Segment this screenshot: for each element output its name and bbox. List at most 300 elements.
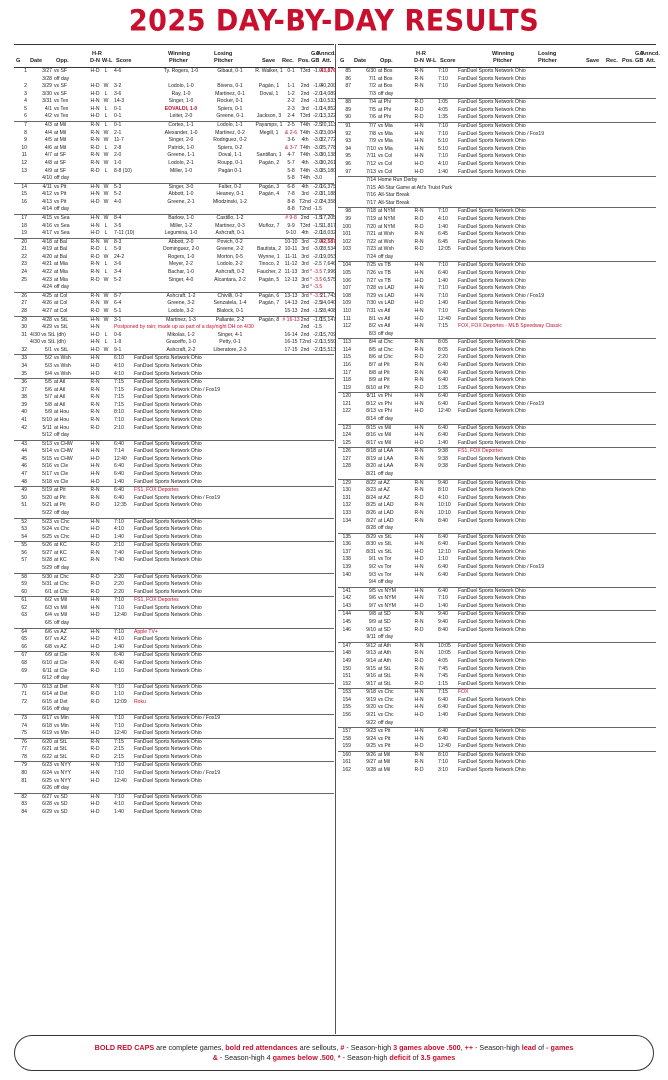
home-road-day-night: R-N [414, 369, 424, 376]
game-number: 19 [21, 230, 27, 237]
opponent: at SD [378, 619, 391, 626]
opponent: at StL [54, 746, 68, 753]
opponent: at KC [54, 557, 67, 564]
broadcast-network: Apple TV+ [134, 628, 158, 635]
home-road-day-night: R-D [414, 384, 424, 391]
score-or-time: 4:10 [114, 801, 124, 808]
header-score: Score [116, 58, 132, 64]
score-or-time: 6:40 [438, 400, 448, 407]
opponent: vs Chc [378, 711, 394, 718]
home-road-day-night: H-N [90, 597, 100, 604]
home-road-day-night: H-N [414, 393, 424, 400]
game-date: 4/20 [42, 253, 52, 260]
opponent: at Ath [378, 657, 392, 664]
table-row [14, 354, 334, 363]
game-number: 88 [345, 99, 351, 106]
win-loss: L [104, 105, 108, 112]
game-number: 3 [24, 90, 27, 97]
game-date: 9/5 [368, 587, 376, 594]
game-date: 7/18 [366, 208, 376, 215]
legend-text: , [460, 1043, 465, 1052]
opponent: off day [54, 175, 70, 182]
opponent: at Bal [54, 253, 68, 260]
game-number: 157 [342, 728, 351, 735]
home-road-day-night: H-N [414, 696, 424, 703]
game-date: 6/9 [44, 652, 52, 659]
game-date: 6/27 [42, 793, 52, 800]
score-or-time: 7:10 [438, 153, 448, 160]
score-or-time: 5-2 [114, 191, 122, 198]
attendance: 15,709 [320, 331, 336, 338]
broadcast-network: FanDuel Sports Network Ohio [134, 533, 202, 540]
home-road-day-night: H-D [90, 346, 100, 353]
home-road-day-night: R-D [90, 698, 100, 705]
division-position: 2nd [300, 214, 310, 221]
record: & 2-6 [284, 129, 298, 136]
home-road-day-night: R-N [90, 409, 100, 416]
game-date: 9/10 [366, 626, 376, 633]
game-number: 124 [342, 432, 351, 439]
table-row [338, 68, 656, 76]
legend-symbol-star: * [337, 1052, 341, 1062]
opponent: off day [378, 579, 394, 586]
win-loss: W [103, 300, 109, 307]
opponent: at LAA [378, 455, 394, 462]
game-date: 5/8 [44, 401, 52, 408]
home-road-day-night: H-N [90, 722, 100, 729]
table-row [338, 401, 656, 409]
game-number: 106 [342, 277, 351, 284]
home-road-day-night: R-D [414, 223, 424, 230]
broadcast-network: FanDuel Sports Network Ohio [134, 762, 202, 769]
broadcast-network: FanDuel Sports Network Ohio [134, 542, 202, 549]
score-or-time: 4:10 [114, 636, 124, 643]
game-number: 29 [21, 316, 27, 323]
game-number: 2 [24, 83, 27, 90]
home-road-day-night: R-N [90, 379, 100, 386]
games-back: -2.0 [313, 339, 322, 346]
broadcast-network: FanDuel Sports Network Ohio [458, 346, 526, 353]
game-number: 15 [21, 191, 27, 198]
game-date: 9/26 [366, 751, 376, 758]
opponent: vs Chc [54, 518, 70, 525]
game-date: 8/16 [366, 432, 376, 439]
opponent: vs Chc [54, 526, 70, 533]
winning-pitcher: Martinez, 1-3 [166, 316, 196, 323]
division-position: 3rd [301, 261, 309, 268]
opponent: vs Wsh [54, 362, 71, 369]
home-road-day-night: R-D [414, 494, 424, 501]
opponent: vs TB [378, 277, 391, 284]
game-number: 62 [21, 604, 27, 611]
opponent: at Hou [54, 424, 70, 431]
save-pitcher: R. Walker, 1 [255, 68, 283, 74]
score-or-time: 1:40 [114, 808, 124, 815]
game-number: 103 [342, 246, 351, 253]
home-road-day-night: H-N [414, 541, 424, 548]
game-date: 3/27 [42, 68, 52, 74]
games-back: -3.0 [313, 137, 322, 144]
table-row [338, 308, 656, 316]
winning-pitcher: Lodolo, 1-0 [168, 83, 194, 90]
score-or-time: 7:40 [114, 549, 124, 556]
game-date: 6/1 [44, 588, 52, 595]
games-back: -2.0 [313, 90, 322, 97]
table-row [338, 107, 656, 115]
game-number: 150 [342, 665, 351, 672]
opponent: off day [378, 330, 394, 337]
home-road-day-night: H-D [90, 478, 100, 485]
opponent: at SF [54, 152, 67, 159]
home-road-day-night: H-N [414, 571, 424, 578]
division-position: T3rd [299, 68, 311, 74]
opponent: vs Pit [54, 191, 67, 198]
attendance: 15,513 [320, 346, 336, 353]
game-number: 79 [21, 762, 27, 769]
home-road-day-night: H-D [90, 801, 100, 808]
score-or-time: 1:10 [438, 556, 448, 563]
opponent: vs Pit [378, 728, 391, 735]
broadcast-network: FanDuel Sports Network Ohio [134, 401, 202, 408]
broadcast-network: FanDuel Sports Network Ohio [134, 557, 202, 564]
score-or-time: 7:15 [438, 689, 448, 696]
opponent: off day [378, 90, 394, 97]
losing-pitcher: Singer, 4-1 [217, 331, 243, 338]
score-or-time: 7:10 [114, 518, 124, 525]
home-road-day-night: R-D [90, 588, 100, 595]
table-row [14, 683, 334, 692]
division-position: 3rd [301, 191, 309, 198]
win-loss: W [103, 292, 109, 299]
legend-symbol-amp: & [212, 1052, 218, 1062]
opponent: off day [54, 620, 70, 627]
table-row [14, 152, 334, 160]
table-row [14, 269, 334, 277]
score-or-time: 7:10 [438, 292, 448, 299]
table-row [338, 323, 656, 331]
score-or-time: 9:38 [438, 448, 448, 455]
opponent: at Phi [378, 114, 392, 121]
table-row [14, 541, 334, 550]
broadcast-network: FS1, FOX Deportes [458, 448, 503, 455]
game-number: 48 [21, 478, 27, 485]
attendance: 7,996 [323, 269, 336, 276]
broadcast-network: FanDuel Sports Network Ohio [458, 300, 526, 307]
game-number: 78 [21, 753, 27, 760]
opponent: vs CHW [54, 448, 73, 455]
game-date: 5/11 [42, 424, 52, 431]
game-date: 4/6 [44, 144, 52, 151]
home-road-day-night: R-N [414, 75, 424, 82]
opponent: at Mil [378, 751, 391, 758]
games-back: -2.0 [313, 183, 322, 190]
opponent: at Pit [378, 384, 390, 391]
game-date: 9/28 [366, 767, 376, 774]
header-losing: Losing [538, 51, 557, 57]
home-road-day-night: R-N [414, 673, 424, 680]
broadcast-network: FanDuel Sports Network Ohio [458, 307, 526, 314]
score-or-time: 7:10 [114, 628, 124, 635]
header-rec: Rec. [282, 58, 294, 64]
save-pitcher: Pagán, 1 [258, 83, 280, 90]
game-number: 64 [21, 628, 27, 635]
table-row [14, 121, 334, 130]
game-number: 1 [24, 68, 27, 74]
broadcast-network: FanDuel Sports Network Ohio [458, 548, 526, 555]
table-row [338, 704, 656, 712]
game-date: 4/11 [42, 183, 52, 190]
broadcast-network: FanDuel Sports Network Ohio [458, 339, 526, 346]
losing-pitcher: Falter, 0-2 [218, 183, 242, 190]
table-row [14, 230, 334, 238]
score-or-time: 7:10 [114, 762, 124, 769]
broadcast-network: FanDuel Sports Network Ohio [458, 153, 526, 160]
opponent: vs Sea [54, 214, 70, 221]
opponent: vs StL [378, 533, 393, 540]
score-or-time: 7:45 [438, 673, 448, 680]
game-number: 20 [21, 238, 27, 245]
table-row [14, 378, 334, 387]
opponent: at Atl [54, 379, 66, 386]
table-row [14, 581, 334, 589]
header-winning: Winning [492, 51, 515, 57]
table-row [338, 510, 656, 518]
opponent: vs StL [54, 316, 69, 323]
home-road-day-night: H-D [90, 90, 100, 97]
table-row [338, 463, 656, 471]
table-row [338, 408, 656, 416]
game-date: 4/2 [44, 113, 52, 120]
opponent: at SF [54, 159, 67, 166]
win-loss: L [104, 331, 108, 338]
record: 2-2 [287, 98, 295, 105]
broadcast-network: FanDuel Sports Network Ohio [134, 471, 202, 478]
game-date: 8/14 [366, 416, 376, 423]
opponent: vs Tor [378, 564, 392, 570]
home-road-day-night: R-N [414, 487, 424, 494]
table-row [14, 113, 334, 121]
score-or-time: 6:40 [438, 564, 448, 570]
score-or-time: 3:10 [438, 767, 448, 774]
broadcast-network: FanDuel Sports Network Ohio / Fox19 [458, 130, 545, 137]
opponent: at Hou [54, 409, 70, 416]
winning-pitcher: Abbott, 2-0 [168, 238, 194, 245]
opponent: vs LAD [378, 292, 395, 299]
game-number: 94 [345, 145, 351, 152]
score-or-time: 0-1 [114, 113, 122, 120]
home-road-day-night: R-D [90, 144, 100, 151]
win-loss: W [103, 191, 109, 198]
home-road-day-night: H-N [414, 735, 424, 742]
opponent: off day [378, 471, 394, 478]
game-date: 6/30 [366, 68, 376, 74]
score-or-time: 6:40 [438, 696, 448, 703]
opponent: vs Cle [54, 471, 69, 478]
score-or-time: 7:10 [114, 793, 124, 800]
opponent: vs Chc [378, 704, 394, 711]
table-row [14, 486, 334, 495]
broadcast-network: FanDuel Sports Network Ohio [458, 231, 526, 238]
opponent: vs Col [378, 168, 393, 175]
header-gb: GB [311, 58, 320, 64]
game-date: 7/6 [368, 114, 376, 121]
opponent: vs TB [378, 262, 391, 269]
save-pitcher: Pagán, 5 [258, 276, 280, 283]
opponent: at Bal [54, 246, 68, 253]
game-number: 145 [342, 619, 351, 626]
losing-pitcher: Spiers, 0-1 [217, 105, 243, 112]
table-row [338, 743, 656, 751]
opponent: at Ath [378, 650, 392, 657]
broadcast-network: FanDuel Sports Network Ohio [458, 106, 526, 113]
game-date: 4/13 [42, 198, 52, 205]
win-loss: W [103, 238, 109, 245]
results-table-right [338, 44, 660, 775]
win-loss: W [103, 183, 109, 190]
table-row [14, 471, 334, 479]
game-number: 39 [21, 401, 27, 408]
score-or-time: 7:10 [114, 417, 124, 424]
score-or-time: 6-4 [114, 300, 122, 307]
opponent: vs SF [54, 83, 68, 90]
broadcast-network: FanDuel Sports Network Ohio [134, 440, 202, 447]
broadcast-network: FanDuel Sports Network Ohio [458, 704, 526, 711]
home-road-day-night: R-N [90, 487, 100, 494]
table-row [338, 362, 656, 370]
game-number: 146 [342, 626, 351, 633]
game-number: 7 [24, 122, 27, 129]
opponent: vs Mil [378, 432, 392, 439]
table-row [14, 738, 334, 747]
game-number: 128 [342, 463, 351, 470]
header-hr: H-R [92, 51, 102, 57]
game-date: 8/23 [366, 487, 376, 494]
score-or-time: 0-6 [114, 331, 122, 338]
game-number: 148 [342, 650, 351, 657]
home-road-day-night: R-D [90, 246, 100, 253]
game-date: 8/26 [366, 509, 376, 516]
winning-pitcher: Graceffo, 1-0 [166, 339, 196, 346]
game-date: 8/22 [366, 479, 376, 486]
game-number: 151 [342, 673, 351, 680]
game-date: 5/1 [44, 346, 52, 353]
table-row [338, 495, 656, 503]
score-or-time: 4:10 [438, 494, 448, 501]
home-road-day-night: R-N [90, 401, 100, 408]
opponent: vs SD [54, 801, 68, 808]
table-row [14, 106, 334, 114]
division-position: 2nd [300, 98, 310, 105]
game-date: 5/3 [44, 362, 52, 369]
broadcast-network: FanDuel Sports Network Ohio [458, 595, 526, 602]
game-date: 6/12 [42, 675, 52, 682]
winning-pitcher: Miller, 1-0 [169, 167, 193, 174]
game-number: 96 [345, 160, 351, 167]
record: # 16-13 [282, 316, 300, 323]
win-loss: W [103, 276, 109, 283]
game-number: 156 [342, 711, 351, 718]
opponent: off day [54, 706, 70, 713]
game-number: 11 [21, 152, 27, 159]
broadcast-network: FanDuel Sports Network Ohio [458, 114, 526, 121]
table-row [338, 650, 656, 658]
opponent: vs Cle [54, 463, 69, 470]
table-row [338, 572, 656, 580]
home-road-day-night: R-N [90, 652, 100, 659]
table-row [338, 697, 656, 705]
broadcast-network: FanDuel Sports Network Ohio [458, 463, 526, 470]
losing-pitcher: Pagán 0-1 [218, 167, 242, 174]
home-road-day-night: R-D [90, 581, 100, 588]
legend-text: are complete games, [154, 1043, 226, 1052]
game-date: 9/13 [366, 650, 376, 657]
home-road-day-night: H-N [414, 138, 424, 145]
game-number: 44 [21, 448, 27, 455]
table-row [14, 402, 334, 410]
game-number: 162 [342, 767, 351, 774]
score-or-time: 8:40 [438, 626, 448, 633]
game-date: 6/22 [42, 753, 52, 760]
score-or-time: 1:40 [438, 223, 448, 230]
game-number: 102 [342, 238, 351, 245]
game-date: 9/8 [368, 611, 376, 618]
home-road-day-night: R-D [414, 215, 424, 222]
score-or-time: 1:10 [114, 667, 124, 674]
broadcast-network: FanDuel Sports Network Ohio [134, 362, 202, 369]
game-number: 107 [342, 285, 351, 292]
table-row [338, 231, 656, 239]
home-road-day-night: R-D [414, 106, 424, 113]
table-row [338, 153, 656, 161]
score-or-time: 6:40 [438, 728, 448, 735]
header-date: Date [354, 58, 367, 64]
game-date: 9/15 [366, 665, 376, 672]
record: 4-7 [287, 152, 295, 159]
game-date: 4/14 [42, 206, 52, 213]
game-date: 8/12 [366, 400, 376, 407]
record: & 3-7 [284, 144, 298, 151]
home-road-day-night: H-D [414, 168, 424, 175]
table-row [14, 339, 334, 347]
table-row [14, 510, 334, 518]
table-row [14, 347, 334, 355]
score-or-time: 3-6 [114, 261, 122, 268]
home-road-day-night: R-N [90, 683, 100, 690]
game-number: 127 [342, 455, 351, 462]
opponent: vs LAD [378, 285, 395, 292]
table-row [338, 207, 656, 216]
table-row [14, 668, 334, 676]
home-road-day-night: H-D [90, 370, 100, 377]
opponent: off day [54, 284, 70, 291]
broadcast-network: FanDuel Sports Network Ohio [134, 409, 202, 416]
broadcast-network: FanDuel Sports Network Ohio [134, 573, 202, 580]
table-row [338, 564, 656, 572]
score-or-time: 8-8 (10) [114, 167, 132, 174]
home-road-day-night: R-N [414, 208, 424, 215]
opponent: vs Phi [378, 400, 392, 407]
game-date: 5/31 [42, 581, 52, 588]
game-number: 23 [21, 261, 27, 268]
broadcast-network: FanDuel Sports Network Ohio [134, 667, 202, 674]
broadcast-network: FanDuel Sports Network Ohio [458, 68, 526, 74]
attendance: 10,533 [320, 98, 336, 105]
broadcast-network: FanDuel Sports Network Ohio [458, 517, 526, 524]
game-date: 7/23 [366, 246, 376, 253]
broadcast-network: FanDuel Sports Network Ohio [458, 735, 526, 742]
win-loss: W [103, 346, 109, 353]
game-number: 50 [21, 494, 27, 501]
